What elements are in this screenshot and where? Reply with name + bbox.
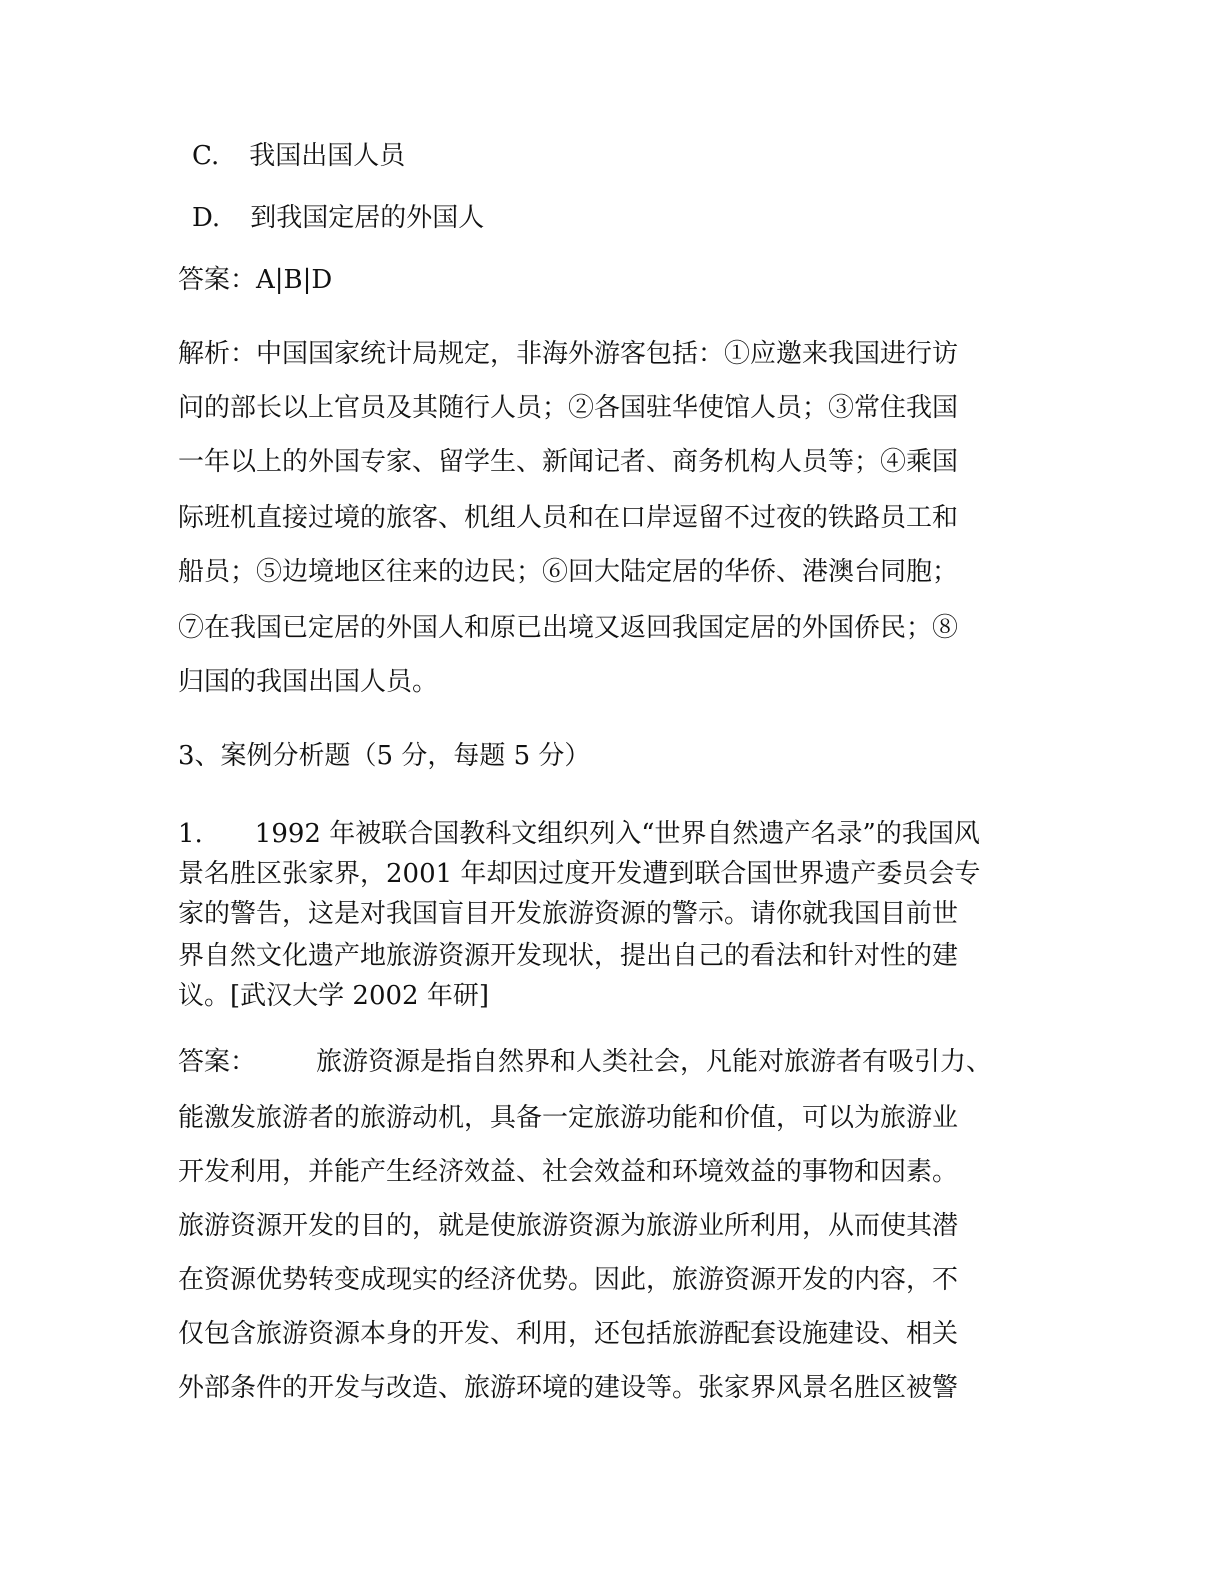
question-line: 界自然文化遗产地旅游资源开发现状，提出自己的看法和针对性的建	[178, 941, 959, 971]
answer-text-line: 旅游资源开发的目的，就是使旅游资源为旅游业所利用，从而使其潜	[178, 1211, 959, 1241]
analysis-line: 一年以上的外国专家、留学生、新闻记者、商务机构人员等；④乘国	[178, 447, 959, 477]
analysis-line: 问的部长以上官员及其随行人员；②各国驻华使馆人员；③常住我国	[178, 393, 959, 423]
answer-label: 答案：	[178, 1047, 257, 1077]
answer-text-line: 开发利用，并能产生经济效益、社会效益和环境效益的事物和因素。	[178, 1157, 959, 1187]
analysis-line: 解析：中国国家统计局规定，非海外游客包括：①应邀来我国进行访	[178, 339, 959, 369]
answer-text-line: 外部条件的开发与改造、旅游环境的建设等。张家界风景名胜区被警	[178, 1373, 959, 1403]
answer-text-line: 在资源优势转变成现实的经济优势。因此，旅游资源开发的内容，不	[178, 1265, 959, 1295]
answer-first-line	[178, 1046, 992, 1078]
option-letter: D.	[192, 203, 221, 233]
option-c	[192, 140, 405, 172]
answer-line: 答案：A|B|D	[178, 265, 333, 295]
question-line: 1. 1992 年被联合国教科文组织列入“世界自然遗产名录”的我国风	[178, 819, 980, 849]
question-line: 家的警告，这是对我国盲目开发旅游资源的警示。请你就我国目前世	[178, 899, 959, 929]
option-text: 到我国定居的外国人	[250, 203, 485, 233]
option-d	[192, 202, 484, 234]
option-letter: C.	[192, 141, 220, 171]
option-text: 我国出国人员	[249, 141, 406, 171]
question-line: 议。[武汉大学 2002 年研]	[178, 981, 489, 1011]
answer-text-line: 能激发旅游者的旅游动机，具备一定旅游功能和价值，可以为旅游业	[178, 1103, 959, 1133]
answer-text: 旅游资源是指自然界和人类社会，凡能对旅游者有吸引力、	[316, 1047, 993, 1077]
section-heading: 3、案例分析题（5 分，每题 5 分）	[178, 741, 591, 771]
question-line: 景名胜区张家界，2001 年却因过度开发遭到联合国世界遗产委员会专	[178, 859, 981, 889]
analysis-line: 船员；⑤边境地区往来的边民；⑥回大陆定居的华侨、港澳台同胞；	[178, 557, 959, 587]
analysis-line: ⑦在我国已定居的外国人和原已出境又返回我国定居的外国侨民；⑧	[178, 613, 959, 643]
answer-text-line: 仅包含旅游资源本身的开发、利用，还包括旅游配套设施建设、相关	[178, 1319, 959, 1349]
analysis-line: 归国的我国出国人员。	[178, 667, 439, 697]
analysis-line: 际班机直接过境的旅客、机组人员和在口岸逗留不过夜的铁路员工和	[178, 503, 959, 533]
